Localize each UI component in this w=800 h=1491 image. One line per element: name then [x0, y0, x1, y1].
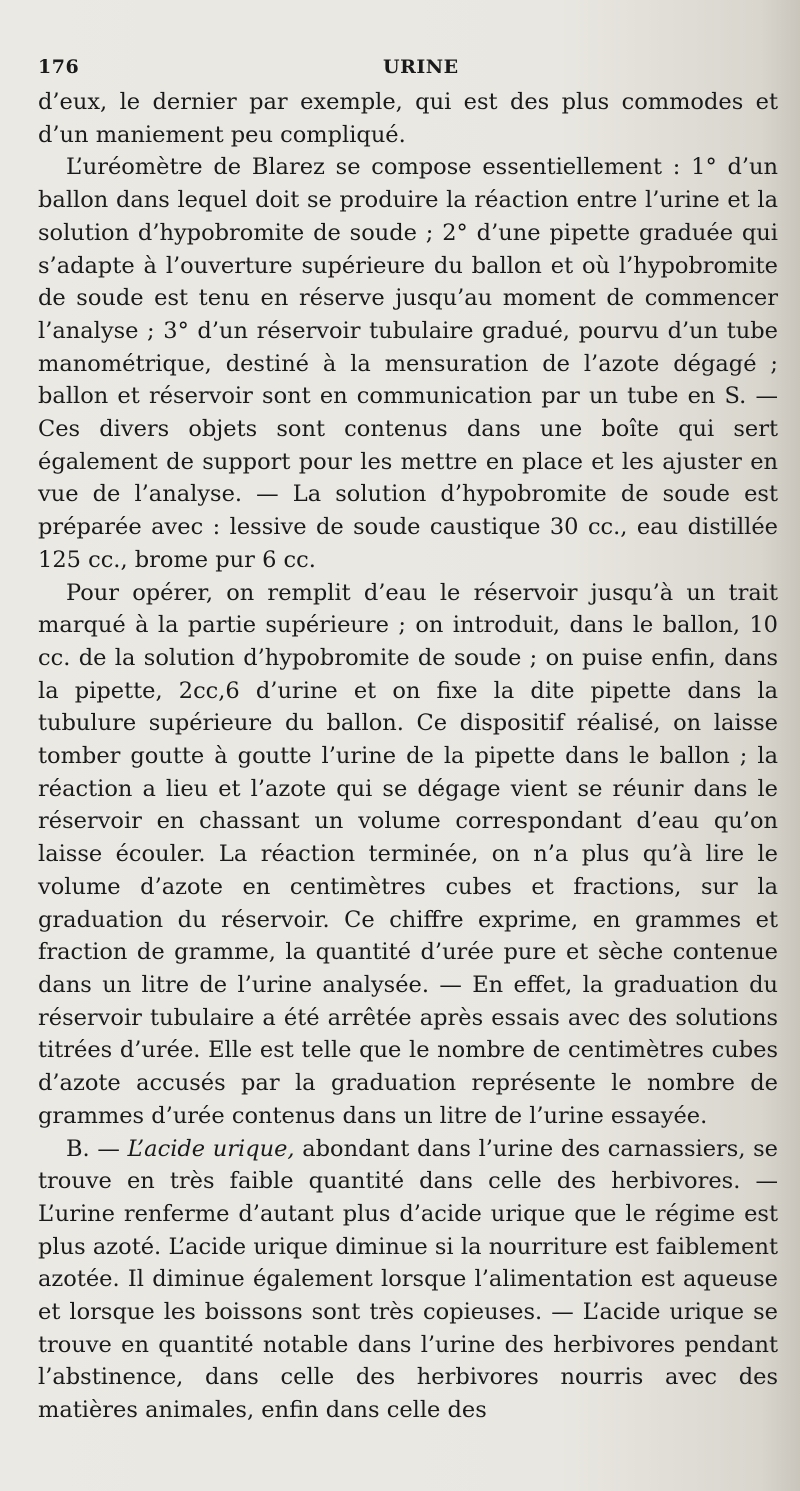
page-number: 176 — [38, 56, 80, 78]
paragraph-ureometre-description: L’uréomètre de Blarez se compose essentiellement : 1° d’un ballon dans lequel doit se produire la réaction entre l’urine et la solution d’hypobromite de soude ; 2° d’une pipette graduée qui s’adapte à l’ouverture supérieure du ballon et où l’hypobromite de soude est tenu en réserve jusqu’au moment de commencer l’analyse ; 3° d’un réservoir tubulaire gradué, pourvu d’un tube manométrique, destiné à la mensuration de l’azote dégagé ; ballon et réservoir sont en communication par un tube en S. — Ces divers objets sont contenus dans une boîte qui sert également de support pour les mettre en place et les ajuster en vue de l’analyse. — La solution d’hypobromite de soude est préparée avec : lessive de soude caustique 30 cc., eau distillée 125 cc., brome pur 6 cc. — [38, 154, 778, 573]
running-head — [38, 52, 778, 86]
section-rest: abondant dans l’urine des carnassiers, se trouve en très faible quantité dans celle des herbivores. — L’urine renferme d’autant plus d’acide urique que le régime est plus azoté. L’acide urique diminue si la nourriture est faiblement azotée. Il diminue également lorsque l’alimentation est aqueuse et lorsque les boissons sont très copieuses. — L’acide urique se trouve en quantité notable dans l’urine des herbivores pendant l’abstinence, dans celle des herbivores nourris avec des matières animales, enfin dans celle des — [38, 1135, 778, 1424]
body-text — [38, 86, 778, 1427]
paragraph-acide-urique — [38, 1133, 778, 1427]
paragraph-continuation: d’eux, le dernier par exemple, qui est des plus commodes et d’un maniement peu compliqué. — [38, 89, 778, 148]
section-lead: B. — — [66, 1135, 128, 1162]
paragraph-procedure: Pour opérer, on remplit d’eau le réservoir jusqu’à un trait marqué à la partie supérieure ; on introduit, dans le ballon, 10 cc. de la solution d’hypobromite de soude ; on puise enfin, dans la pipette, 2cc,6 d’urine et on fixe la dite pipette dans la tubulure supérieure du ballon. Ce dispositif réalisé, on laisse tomber goutte à goutte l’urine de la pipette dans le ballon ; la réaction a lieu et l’azote qui se dégage vient se réunir dans le réservoir en chassant un volume correspondant d’eau qu’on laisse écouler. La réaction terminée, on n’a plus qu’à lire le volume d’azote en centimètres cubes et fractions, sur la graduation du réservoir. Ce chiffre exprime, en grammes et fraction de gramme, la quantité d’urée pure et sèche contenue dans un litre de l’urine analysée. — En effet, la graduation du réservoir tubulaire a été arrêtée après essais avec des solutions titrées d’urée. Elle est telle que le nombre de centimètres cubes d’azote accusés par la graduation représente le nombre de grammes d’urée contenus dans un litre de l’urine essayée. — [38, 579, 778, 1129]
running-title: URINE — [383, 56, 459, 78]
section-italic-term: L’acide urique, — [127, 1135, 295, 1162]
